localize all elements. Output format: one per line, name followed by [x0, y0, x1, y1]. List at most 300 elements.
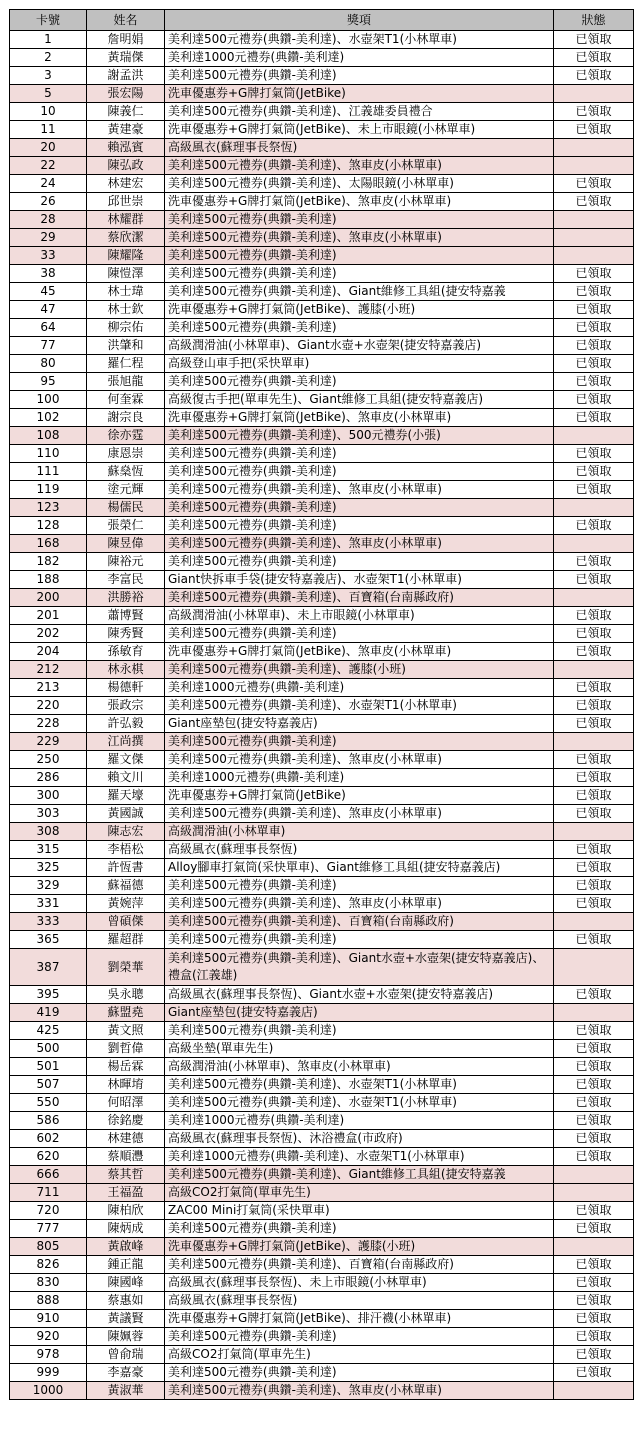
cell-status: [554, 247, 634, 265]
cell-prize: 美利達500元禮券(典鑽-美利達)、太陽眼鏡(小林單車): [165, 175, 554, 193]
cell-status: 已領取: [554, 697, 634, 715]
table-row: [10, 481, 634, 499]
cell-name: 謝宗良: [87, 409, 165, 427]
cell-card-no: 202: [10, 625, 87, 643]
cell-prize: 美利達500元禮券(典鑽-美利達)、Giant維修工具組(捷安特嘉義: [165, 283, 554, 301]
cell-prize: 美利達500元禮券(典鑽-美利達)、Giant維修工具組(捷安特嘉義: [165, 1166, 554, 1184]
cell-card-no: 501: [10, 1058, 87, 1076]
cell-card-no: 333: [10, 913, 87, 931]
table-row: [10, 193, 634, 211]
cell-name: 陳柏欣: [87, 1202, 165, 1220]
cell-card-no: 20: [10, 139, 87, 157]
cell-status: 已領取: [554, 931, 634, 949]
cell-card-no: 419: [10, 1004, 87, 1022]
cell-name: 黃國誠: [87, 805, 165, 823]
cell-card-no: 200: [10, 589, 87, 607]
cell-name: 林耀群: [87, 211, 165, 229]
cell-name: 吳永聰: [87, 986, 165, 1004]
cell-card-no: 315: [10, 841, 87, 859]
cell-prize: 高級潤滑油(小林單車)、未上市眼鏡(小林單車): [165, 607, 554, 625]
cell-card-no: 805: [10, 1238, 87, 1256]
cell-name: 許恆書: [87, 859, 165, 877]
cell-prize: 美利達500元禮券(典鑽-美利達)、煞車皮(小林單車): [165, 481, 554, 499]
cell-name: 陳秀賢: [87, 625, 165, 643]
cell-status: [554, 1004, 634, 1022]
cell-name: 洪肇和: [87, 337, 165, 355]
cell-status: 已領取: [554, 571, 634, 589]
cell-name: 蘇燊恆: [87, 463, 165, 481]
table-row: [10, 986, 634, 1004]
cell-status: 已領取: [554, 301, 634, 319]
cell-status: 已領取: [554, 463, 634, 481]
cell-prize: 高級CO2打氣筒(單車先生): [165, 1346, 554, 1364]
table-row: [10, 1094, 634, 1112]
cell-prize: Alloy腳車打氣筒(采快單車)、Giant維修工具組(捷安特嘉義店): [165, 859, 554, 877]
cell-card-no: 507: [10, 1076, 87, 1094]
cell-name: 鍾正龍: [87, 1256, 165, 1274]
cell-name: 林建宏: [87, 175, 165, 193]
cell-card-no: 395: [10, 986, 87, 1004]
cell-prize: 高級潤滑油(小林單車): [165, 823, 554, 841]
cell-status: 已領取: [554, 1328, 634, 1346]
cell-status: 已領取: [554, 751, 634, 769]
cell-status: [554, 1166, 634, 1184]
cell-card-no: 201: [10, 607, 87, 625]
cell-status: 已領取: [554, 1094, 634, 1112]
cell-status: 已領取: [554, 265, 634, 283]
cell-status: 已領取: [554, 373, 634, 391]
cell-name: 黃婉萍: [87, 895, 165, 913]
table-row: [10, 1058, 634, 1076]
cell-status: [554, 1184, 634, 1202]
cell-name: 李梧松: [87, 841, 165, 859]
table-row: [10, 949, 634, 986]
cell-prize: 美利達500元禮券(典鑽-美利達): [165, 1328, 554, 1346]
cell-card-no: 100: [10, 391, 87, 409]
cell-prize: 美利達500元禮券(典鑽-美利達)、百寶箱(台南縣政府): [165, 589, 554, 607]
cell-name: 林士欽: [87, 301, 165, 319]
table-row: [10, 1040, 634, 1058]
cell-card-no: 711: [10, 1184, 87, 1202]
cell-prize: 美利達500元禮券(典鑽-美利達)、護膝(小班): [165, 661, 554, 679]
cell-card-no: 5: [10, 85, 87, 103]
cell-prize: 美利達500元禮券(典鑽-美利達)、水壺架T1(小林單車): [165, 1094, 554, 1112]
cell-prize: 美利達500元禮券(典鑽-美利達)、煞車皮(小林單車): [165, 229, 554, 247]
cell-status: 已領取: [554, 841, 634, 859]
cell-prize: 美利達500元禮券(典鑽-美利達)、水壺架T1(小林單車): [165, 697, 554, 715]
cell-card-no: 45: [10, 283, 87, 301]
table-body: [10, 31, 634, 1400]
table-row: [10, 1004, 634, 1022]
table-row: [10, 319, 634, 337]
cell-card-no: 329: [10, 877, 87, 895]
cell-name: 陳國峰: [87, 1274, 165, 1292]
cell-status: [554, 157, 634, 175]
table-row: [10, 355, 634, 373]
cell-name: 徐亦霆: [87, 427, 165, 445]
cell-card-no: 168: [10, 535, 87, 553]
cell-name: 蔡其哲: [87, 1166, 165, 1184]
cell-status: 已領取: [554, 859, 634, 877]
cell-status: 已領取: [554, 1202, 634, 1220]
cell-prize: 美利達1000元禮券(典鑽-美利達): [165, 49, 554, 67]
table-row: [10, 1076, 634, 1094]
cell-card-no: 229: [10, 733, 87, 751]
cell-name: 蘇福德: [87, 877, 165, 895]
cell-card-no: 303: [10, 805, 87, 823]
cell-status: 已領取: [554, 1058, 634, 1076]
cell-status: 已領取: [554, 1112, 634, 1130]
table-row: [10, 301, 634, 319]
cell-name: 楊德軒: [87, 679, 165, 697]
cell-prize: 高級風衣(蘇理事長祭恆): [165, 1292, 554, 1310]
cell-status: 已領取: [554, 1310, 634, 1328]
cell-prize: 美利達500元禮券(典鑽-美利達): [165, 463, 554, 481]
cell-name: 黃瑞傑: [87, 49, 165, 67]
cell-status: [554, 535, 634, 553]
cell-status: [554, 823, 634, 841]
table-row: [10, 85, 634, 103]
cell-card-no: 550: [10, 1094, 87, 1112]
cell-prize: 美利達1000元禮券(典鑽-美利達): [165, 1112, 554, 1130]
cell-card-no: 500: [10, 1040, 87, 1058]
cell-card-no: 80: [10, 355, 87, 373]
cell-status: 已領取: [554, 986, 634, 1004]
cell-status: [554, 949, 634, 986]
cell-name: 張宏陽: [87, 85, 165, 103]
cell-name: 黃文照: [87, 1022, 165, 1040]
cell-name: 塗元輝: [87, 481, 165, 499]
table-row: [10, 445, 634, 463]
cell-card-no: 38: [10, 265, 87, 283]
cell-name: 陳耀隆: [87, 247, 165, 265]
cell-name: 賴文川: [87, 769, 165, 787]
cell-card-no: 1: [10, 31, 87, 49]
cell-card-no: 286: [10, 769, 87, 787]
cell-prize: 洗車優惠券+G牌打氣筒(JetBike)、未上市眼鏡(小林單車): [165, 121, 554, 139]
cell-name: 羅文傑: [87, 751, 165, 769]
cell-prize: 美利達1000元禮券(典鑽-美利達): [165, 679, 554, 697]
cell-prize: 美利達500元禮券(典鑽-美利達)、水壺架T1(小林單車): [165, 1076, 554, 1094]
table-row: [10, 1346, 634, 1364]
table-row: [10, 283, 634, 301]
cell-card-no: 77: [10, 337, 87, 355]
cell-status: 已領取: [554, 193, 634, 211]
table-row: [10, 589, 634, 607]
cell-card-no: 1000: [10, 1382, 87, 1400]
cell-status: 已領取: [554, 1076, 634, 1094]
cell-card-no: 123: [10, 499, 87, 517]
cell-name: 何昭澤: [87, 1094, 165, 1112]
cell-status: 已領取: [554, 1292, 634, 1310]
cell-prize: 美利達500元禮券(典鑽-美利達): [165, 1364, 554, 1382]
cell-status: 已領取: [554, 1130, 634, 1148]
table-row: [10, 1292, 634, 1310]
cell-prize: 高級風衣(蘇理事長祭恆)、Giant水壺+水壺架(捷安特嘉義店): [165, 986, 554, 1004]
table-row: [10, 1112, 634, 1130]
table-row: [10, 535, 634, 553]
table-row: [10, 229, 634, 247]
cell-prize: 美利達500元禮券(典鑽-美利達)、煞車皮(小林單車): [165, 1382, 554, 1400]
table-row: [10, 733, 634, 751]
header-prize: 獎項: [165, 10, 554, 31]
cell-prize: 洗車優惠券+G牌打氣筒(JetBike)、護膝(小班): [165, 301, 554, 319]
prize-table: [9, 9, 634, 1400]
table-row: [10, 265, 634, 283]
cell-prize: 洗車優惠券+G牌打氣筒(JetBike): [165, 85, 554, 103]
cell-prize: Giant座墊包(捷安特嘉義店): [165, 715, 554, 733]
cell-name: 蕭博賢: [87, 607, 165, 625]
table-row: [10, 1220, 634, 1238]
table-row: [10, 841, 634, 859]
cell-prize: 高級風衣(蘇理事長祭恆)、未上市眼鏡(小林單車): [165, 1274, 554, 1292]
table-row: [10, 211, 634, 229]
cell-card-no: 204: [10, 643, 87, 661]
cell-card-no: 220: [10, 697, 87, 715]
cell-name: 張榮仁: [87, 517, 165, 535]
cell-status: 已領取: [554, 283, 634, 301]
cell-card-no: 666: [10, 1166, 87, 1184]
table-row: [10, 373, 634, 391]
cell-card-no: 978: [10, 1346, 87, 1364]
cell-status: 已領取: [554, 337, 634, 355]
cell-status: 已領取: [554, 445, 634, 463]
table-row: [10, 553, 634, 571]
cell-status: 已領取: [554, 49, 634, 67]
cell-prize: 美利達1000元禮券(典鑽-美利達)、水壺架T1(小林單車): [165, 1148, 554, 1166]
cell-name: 林士瑋: [87, 283, 165, 301]
cell-card-no: 47: [10, 301, 87, 319]
cell-name: 陳裕元: [87, 553, 165, 571]
cell-name: 曾碩傑: [87, 913, 165, 931]
cell-card-no: 182: [10, 553, 87, 571]
cell-status: 已領取: [554, 517, 634, 535]
cell-card-no: 110: [10, 445, 87, 463]
table-row: [10, 643, 634, 661]
cell-card-no: 999: [10, 1364, 87, 1382]
cell-status: [554, 427, 634, 445]
cell-status: 已領取: [554, 121, 634, 139]
cell-card-no: 830: [10, 1274, 87, 1292]
table-row: [10, 1166, 634, 1184]
table-row: [10, 1274, 634, 1292]
cell-card-no: 586: [10, 1112, 87, 1130]
table-row: [10, 49, 634, 67]
cell-card-no: 2: [10, 49, 87, 67]
cell-name: 江尚撰: [87, 733, 165, 751]
cell-card-no: 720: [10, 1202, 87, 1220]
cell-card-no: 22: [10, 157, 87, 175]
table-row: [10, 1184, 634, 1202]
cell-name: 詹明娟: [87, 31, 165, 49]
cell-card-no: 365: [10, 931, 87, 949]
cell-card-no: 300: [10, 787, 87, 805]
cell-prize: 洗車優惠券+G牌打氣筒(JetBike)、護膝(小班): [165, 1238, 554, 1256]
cell-prize: 美利達500元禮券(典鑽-美利達)、江義雄委員禮合: [165, 103, 554, 121]
cell-card-no: 29: [10, 229, 87, 247]
cell-status: 已領取: [554, 1346, 634, 1364]
cell-name: 柳宗佑: [87, 319, 165, 337]
cell-card-no: 331: [10, 895, 87, 913]
table-row: [10, 715, 634, 733]
cell-status: [554, 733, 634, 751]
cell-prize: 美利達500元禮券(典鑽-美利達)、煞車皮(小林單車): [165, 535, 554, 553]
cell-name: 王福盈: [87, 1184, 165, 1202]
cell-prize: Giant快拆車手袋(捷安特嘉義店)、水壺架T1(小林單車): [165, 571, 554, 589]
cell-card-no: 11: [10, 121, 87, 139]
cell-card-no: 64: [10, 319, 87, 337]
table-row: [10, 571, 634, 589]
cell-name: 曾俞瑞: [87, 1346, 165, 1364]
table-row: [10, 103, 634, 121]
cell-name: 黃淑華: [87, 1382, 165, 1400]
cell-status: [554, 229, 634, 247]
cell-status: [554, 1238, 634, 1256]
cell-name: 陳弘政: [87, 157, 165, 175]
table-row: [10, 1202, 634, 1220]
cell-name: 徐銘慶: [87, 1112, 165, 1130]
table-row: [10, 247, 634, 265]
cell-prize: 美利達500元禮券(典鑽-美利達)、水壺架T1(小林單車): [165, 31, 554, 49]
cell-prize: ZAC00 Mini打氣筒(采快單車): [165, 1202, 554, 1220]
cell-card-no: 620: [10, 1148, 87, 1166]
cell-prize: 高級坐墊(單車先生): [165, 1040, 554, 1058]
table-row: [10, 1238, 634, 1256]
cell-card-no: 119: [10, 481, 87, 499]
cell-name: 蔡順灃: [87, 1148, 165, 1166]
cell-status: 已領取: [554, 895, 634, 913]
table-row: [10, 607, 634, 625]
cell-card-no: 888: [10, 1292, 87, 1310]
cell-prize: 美利達500元禮券(典鑽-美利達): [165, 733, 554, 751]
cell-status: [554, 85, 634, 103]
cell-prize: 美利達500元禮券(典鑽-美利達): [165, 625, 554, 643]
cell-name: 孫敏育: [87, 643, 165, 661]
cell-prize: 美利達500元禮券(典鑽-美利達)、煞車皮(小林單車): [165, 157, 554, 175]
cell-card-no: 308: [10, 823, 87, 841]
cell-name: 蔡欣潔: [87, 229, 165, 247]
cell-prize: 美利達1000元禮券(典鑽-美利達): [165, 769, 554, 787]
table-row: [10, 1256, 634, 1274]
table-row: [10, 67, 634, 85]
cell-name: 林暉堉: [87, 1076, 165, 1094]
cell-name: 楊岳霖: [87, 1058, 165, 1076]
cell-name: 陳愷澤: [87, 265, 165, 283]
cell-name: 李富民: [87, 571, 165, 589]
cell-status: 已領取: [554, 715, 634, 733]
cell-prize: 高級潤滑油(小林單車)、煞車皮(小林單車): [165, 1058, 554, 1076]
cell-card-no: 826: [10, 1256, 87, 1274]
table-row: [10, 877, 634, 895]
cell-prize: 高級風衣(蘇理事長祭恆): [165, 841, 554, 859]
cell-prize: 美利達500元禮券(典鑽-美利達): [165, 265, 554, 283]
table-row: [10, 175, 634, 193]
cell-name: 李嘉豪: [87, 1364, 165, 1382]
table-row: [10, 697, 634, 715]
cell-name: 張政宗: [87, 697, 165, 715]
cell-prize: 美利達500元禮券(典鑽-美利達): [165, 319, 554, 337]
cell-prize: 美利達500元禮券(典鑽-美利達): [165, 445, 554, 463]
table-row: [10, 337, 634, 355]
cell-status: [554, 139, 634, 157]
cell-prize: 高級復古手把(單車先生)、Giant維修工具組(捷安特嘉義店): [165, 391, 554, 409]
table-row: [10, 121, 634, 139]
cell-card-no: 128: [10, 517, 87, 535]
cell-prize: 美利達500元禮券(典鑽-美利達): [165, 211, 554, 229]
cell-status: 已領取: [554, 1256, 634, 1274]
cell-name: 許弘毅: [87, 715, 165, 733]
cell-card-no: 602: [10, 1130, 87, 1148]
cell-prize: 美利達500元禮券(典鑽-美利達): [165, 247, 554, 265]
cell-card-no: 102: [10, 409, 87, 427]
cell-status: 已領取: [554, 391, 634, 409]
cell-status: 已領取: [554, 31, 634, 49]
cell-name: 邱世崇: [87, 193, 165, 211]
table-row: [10, 409, 634, 427]
cell-name: 楊儒民: [87, 499, 165, 517]
table-row: [10, 679, 634, 697]
cell-prize: 美利達500元禮券(典鑽-美利達): [165, 67, 554, 85]
cell-status: [554, 1382, 634, 1400]
cell-prize: 高級CO2打氣筒(單車先生): [165, 1184, 554, 1202]
cell-name: 陳姵蓉: [87, 1328, 165, 1346]
cell-status: 已領取: [554, 643, 634, 661]
cell-status: 已領取: [554, 625, 634, 643]
cell-status: 已領取: [554, 319, 634, 337]
table-row: [10, 463, 634, 481]
table-row: [10, 1382, 634, 1400]
cell-card-no: 910: [10, 1310, 87, 1328]
cell-status: [554, 913, 634, 931]
cell-prize: 美利達500元禮券(典鑽-美利達): [165, 1220, 554, 1238]
cell-name: 羅仁程: [87, 355, 165, 373]
table-row: [10, 517, 634, 535]
cell-card-no: 10: [10, 103, 87, 121]
cell-card-no: 108: [10, 427, 87, 445]
cell-prize: 美利達500元禮券(典鑽-美利達)、百寶箱(台南縣政府): [165, 1256, 554, 1274]
cell-status: [554, 211, 634, 229]
cell-status: 已領取: [554, 607, 634, 625]
cell-name: 羅超群: [87, 931, 165, 949]
cell-card-no: 111: [10, 463, 87, 481]
cell-name: 陳志宏: [87, 823, 165, 841]
cell-name: 黃議賢: [87, 1310, 165, 1328]
cell-card-no: 33: [10, 247, 87, 265]
cell-status: 已領取: [554, 679, 634, 697]
cell-prize: 高級風衣(蘇理事長祭恆)、沐浴禮盒(市政府): [165, 1130, 554, 1148]
cell-card-no: 28: [10, 211, 87, 229]
cell-name: 劉榮華: [87, 949, 165, 986]
cell-name: 黃啟峰: [87, 1238, 165, 1256]
cell-card-no: 212: [10, 661, 87, 679]
cell-status: 已領取: [554, 409, 634, 427]
cell-prize: 高級風衣(蘇理事長祭恆): [165, 139, 554, 157]
cell-status: 已領取: [554, 805, 634, 823]
cell-card-no: 250: [10, 751, 87, 769]
cell-status: [554, 499, 634, 517]
cell-status: 已領取: [554, 481, 634, 499]
cell-status: 已領取: [554, 175, 634, 193]
table-row: [10, 157, 634, 175]
cell-prize: 洗車優惠券+G牌打氣筒(JetBike)、排汗襪(小林單車): [165, 1310, 554, 1328]
cell-prize: 美利達500元禮券(典鑽-美利達): [165, 877, 554, 895]
table-row: [10, 1328, 634, 1346]
cell-status: [554, 661, 634, 679]
table-row: [10, 625, 634, 643]
cell-name: 洪勝裕: [87, 589, 165, 607]
cell-card-no: 228: [10, 715, 87, 733]
table-row: [10, 769, 634, 787]
